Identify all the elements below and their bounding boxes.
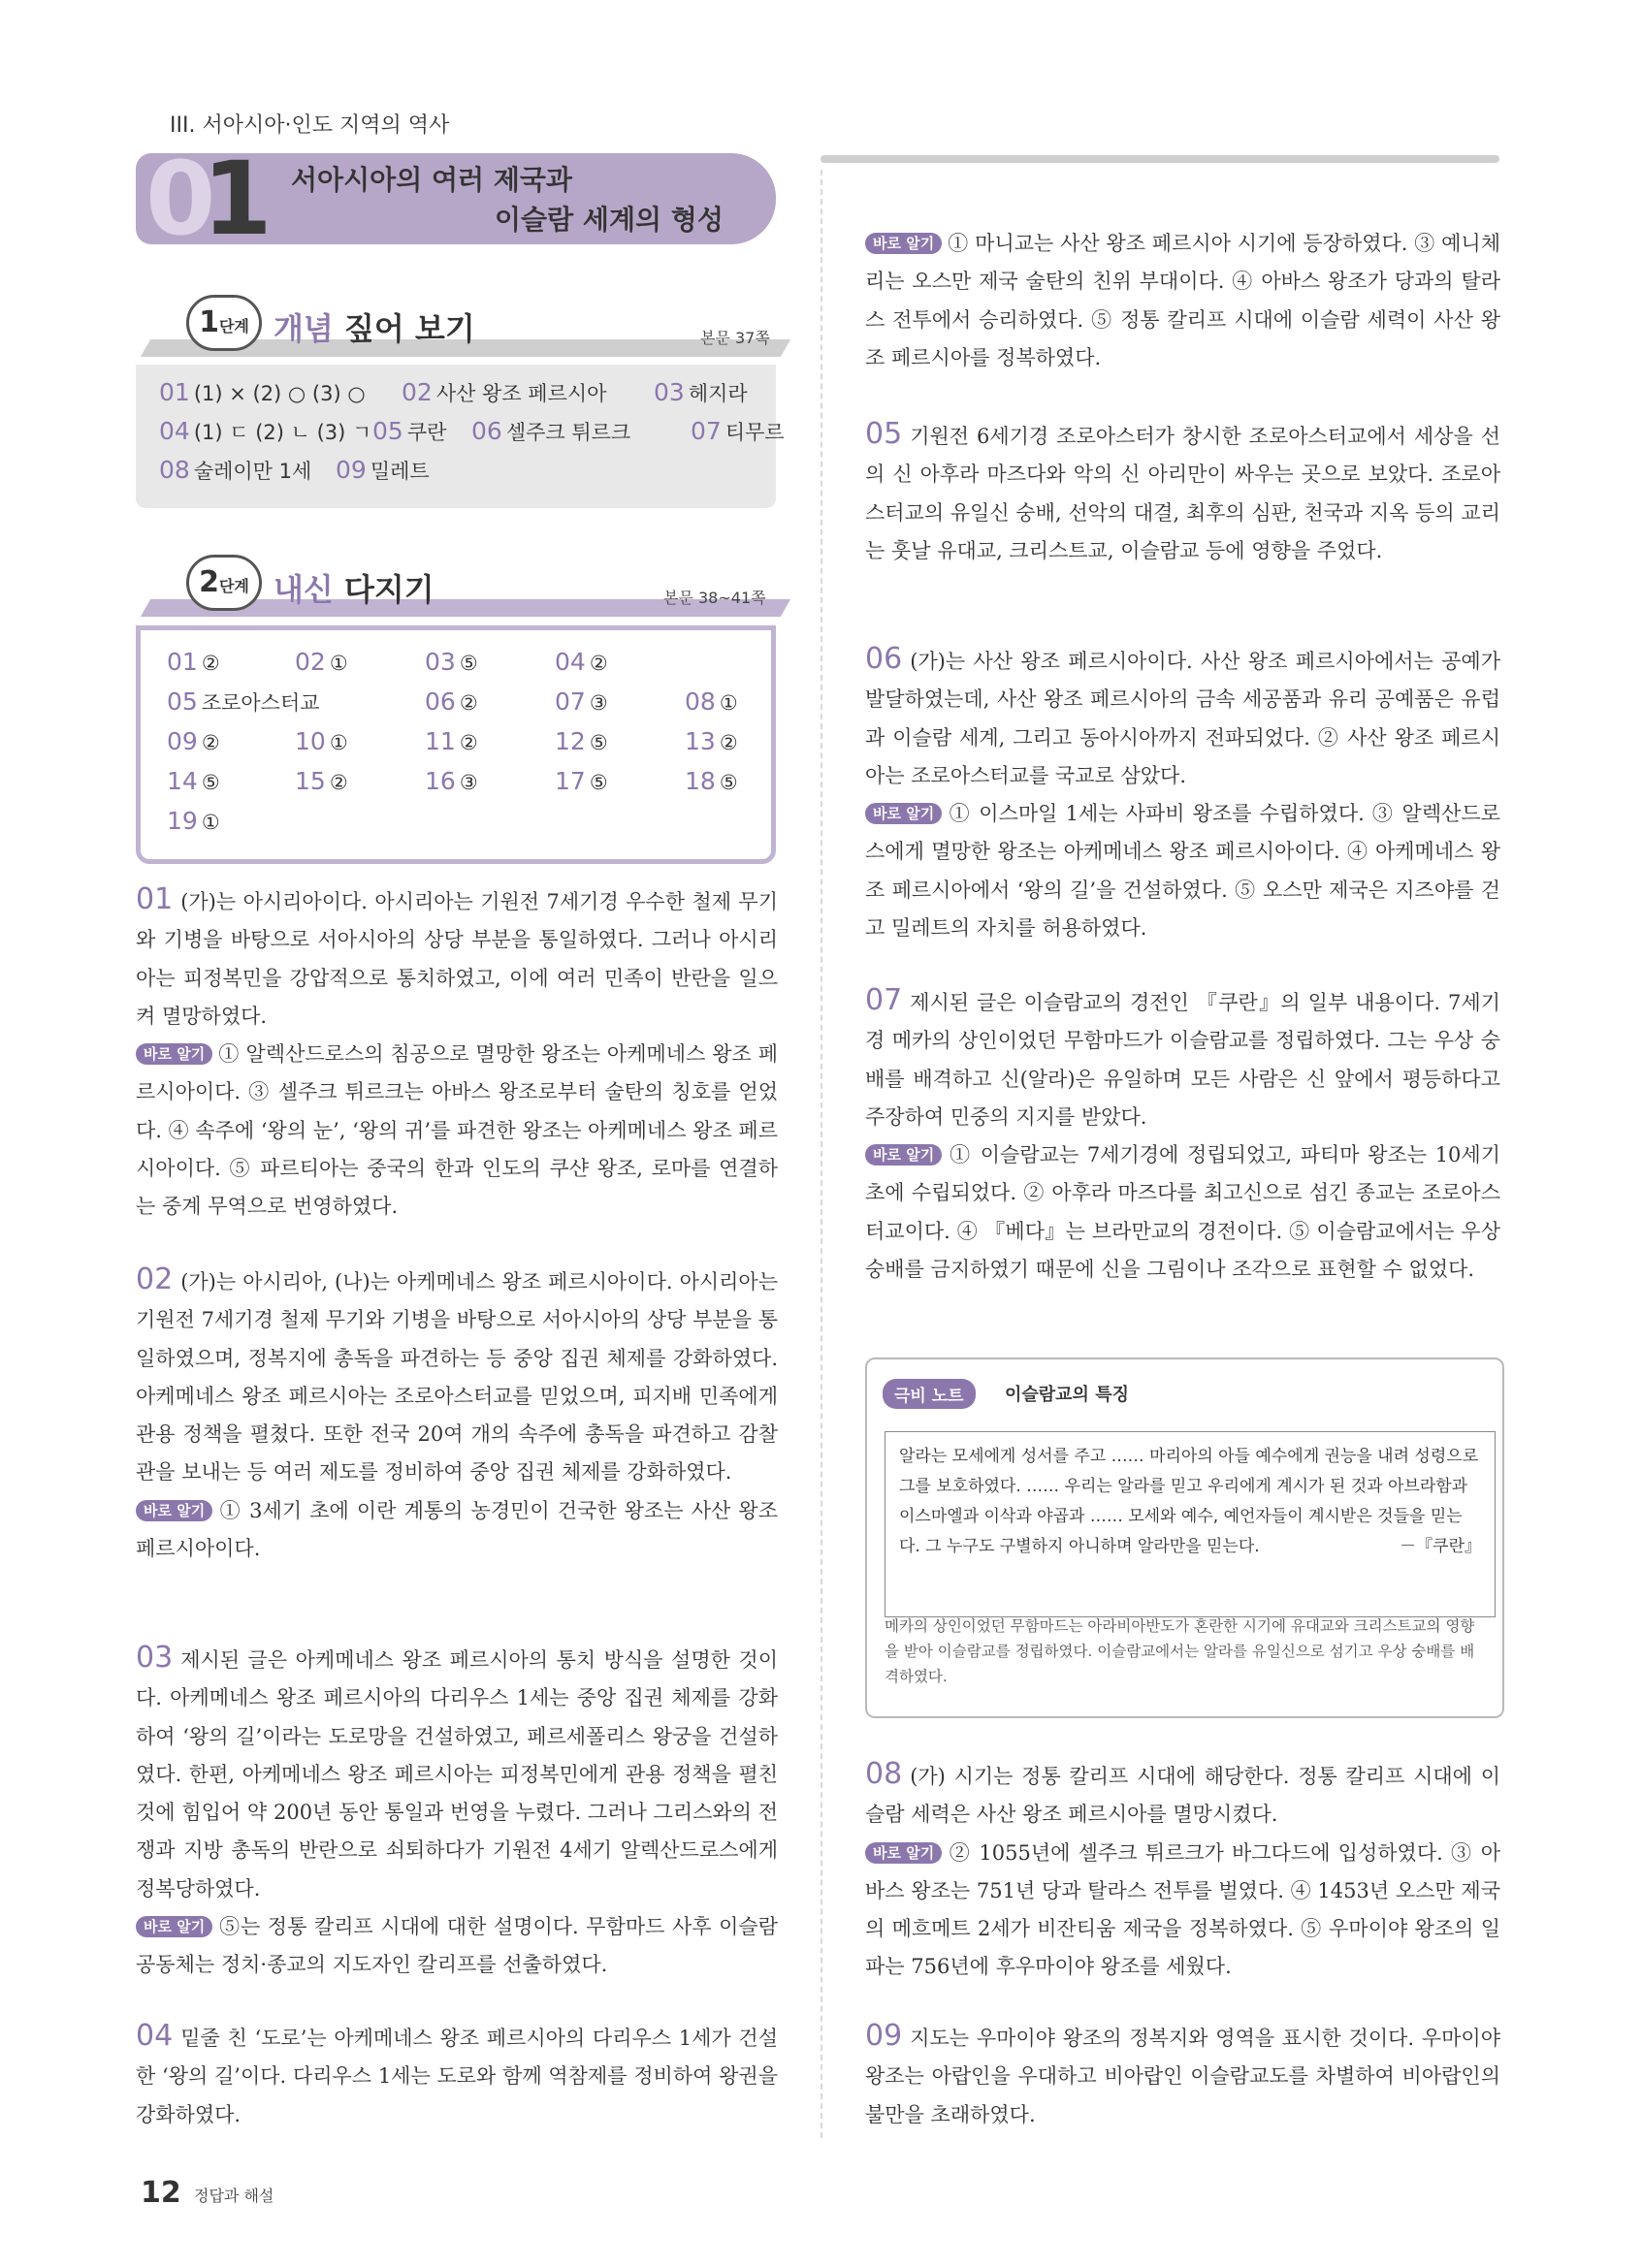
section-title-line1: 서아시아의 여러 제국과 [291,164,572,196]
answer-value: ⑤ [589,731,608,754]
correction-tag: 바로 알기 [865,1144,942,1166]
page-number: 12 [141,2176,181,2210]
answer-item [555,648,608,676]
answer-item [167,807,220,835]
answer-value: ⑤ [201,771,220,794]
explanation-09: 09 지도는 우마이야 왕조의 정복지와 영역을 표시한 것이다. 우마이야 왕조는 아랍인을 우대하고 비아랍인 이슬람교도를 차별하여 비아랍인의 불만을 초래하였다. [865,2019,1500,2126]
correction-tag: 바로 알기 [865,1842,942,1864]
chapter-header: III. 서아시아·인도 지역의 역사 [170,113,450,138]
answer-item [159,456,311,485]
answer-item [159,378,366,406]
answer-value: ① [329,652,348,675]
step2-badge: 2단계 [186,555,262,611]
correction-tag: 바로 알기 [865,233,942,254]
answer-value: ② [201,731,220,754]
answer-number: 09 [167,727,198,755]
answer-item [685,687,738,716]
explanation-08: 08 (가) 시기는 정통 칼리프 시대에 해당한다. 정통 칼리프 시대에 이슬람 세력은 사산 왕조 페르시아를 멸망시켰다. 바로 알기 ② 1055년에 셀주크 튀르크가 바그다드에 입성하였다. ③ 아바스 왕조는 751년 당과 탈라스 전투를 벌였다. ④ 1453년 오스만 제국의 메흐메트 2세가 비잔티움 제국을 정복하였다. ⑤ 우마이야 왕조의 일파는 756년에 후우마이야 왕조를 세웠다. [865,1757,1500,1979]
answer-number: 07 [555,687,586,716]
answer-value: ② [201,652,220,675]
answer-item [654,378,748,407]
answer-number: 13 [685,727,716,755]
step1-title: 개념 짚어 보기 [274,310,475,347]
correction-tag: 바로 알기 [136,1500,212,1521]
note-tag: 극비 노트 [883,1379,976,1409]
answer-value: (1) × (2) ○ (3) ○ [193,382,366,405]
answer-number: 17 [555,767,586,795]
step1-page-ref: 본문 37쪽 [700,329,770,347]
note-title: 이슬람교의 특징 [1005,1385,1129,1405]
note-quote-text: 알라는 모세에게 성서를 주고 …… 마리아의 아들 예수에게 권능을 내려 성령으로 그를 보호하였다. …… 우리는 알라를 믿고 우리에게 계시가 된 것과 아브라함과 이스마엘과 이삭과 야곱과 …… 모세와 예수, 예언자들이 계시받은 것들을 믿는다. 그 누구도 구별하지 아니하며 알라만을 믿는다. [899,1447,1479,1556]
answer-number: 01 [159,378,190,406]
answer-value: ③ [589,691,608,715]
note-body: 메카의 상인이었던 무함마드는 아라비아반도가 혼란한 시기에 유대교와 크리스트교의 영향을 받아 이슬람교를 정립하였다. 이슬람교에서는 알라를 유일신으로 섬기고 우상 숭배를 배격하였다. [885,1617,1475,1685]
explanation-04-correction: 바로 알기 ① 마니교는 사산 왕조 페르시아 시기에 등장하였다. ③ 예니체리는 오스만 제국 술탄의 친위 부대이다. ④ 아바스 왕조가 당과의 탈라스 전투에서 승리하였다. ⑤ 정통 칼리프 시대에 이슬람 세력이 사산 왕조 페르시아를 정복하였다. [865,232,1500,369]
answer-item [425,727,478,755]
answer-item [159,417,371,446]
footer-label: 정답과 해설 [194,2187,274,2205]
answer-value: ⑤ [589,771,608,794]
answer-item [372,417,446,446]
answer-item [167,648,220,676]
correction-tag: 바로 알기 [136,1916,212,1937]
answer-value: 티무르 [724,421,785,444]
explanation-04: 04 밑줄 친 ‘도로’는 아케메네스 왕조 페르시아의 다리우스 1세가 건설한 ‘왕의 길’이다. 다리우스 1세는 도로와 함께 역참제를 정비하여 왕권을 강화하였다. [136,2019,778,2126]
answer-number: 08 [159,456,190,484]
answer-number: 02 [402,378,433,406]
answer-item [425,648,478,676]
explanation-06: 06 (가)는 사산 왕조 페르시아이다. 사산 왕조 페르시아에서는 공예가 발달하였는데, 사산 왕조 페르시아의 금속 세공품과 유리 공예품은 유럽과 이슬람 세계, 그리고 동아시아까지 전파되었다. ② 사산 왕조 페르시아는 조로아스터교를 국교로 삼았다. 바로 알기 ① 이스마일 1세는 사파비 왕조를 수립하였다. ③ 알렉산드로스에게 멸망한 왕조는 아케메네스 왕조 페르시아이다. ④ 아케메네스 왕조 페르시아에서 ‘왕의 길’을 건설하였다. ⑤ 오스만 제국은 지즈야를 걷고 밀레트의 자치를 허용하였다. [865,642,1500,941]
answer-item [425,687,478,716]
column-divider [821,170,822,2138]
answer-number: 01 [167,648,198,676]
answer-item [295,767,348,795]
answer-number: 05 [167,687,198,716]
answer-value: ③ [459,771,478,794]
answer-item [167,727,220,755]
answer-value: ① [719,691,738,715]
answer-item [555,727,608,755]
answer-value: 셀주크 튀르크 [505,421,631,444]
answer-value: ⑤ [719,771,738,794]
answer-item [402,378,606,407]
answer-item [555,687,608,716]
correction-tag: 바로 알기 [136,1043,212,1065]
answer-item [167,767,220,795]
answer-number: 09 [336,456,367,484]
answer-item [425,767,478,795]
answer-value: (1) ㄷ (2) ㄴ (3) ㄱ [193,421,372,444]
answer-value: ② [459,691,478,715]
answer-number: 06 [471,417,502,445]
step2-title: 내신 다지기 [274,571,435,608]
section-number-digit: 1 [202,140,259,258]
answer-number: 05 [372,417,403,445]
answer-number: 04 [159,417,190,445]
answer-value: ② [719,731,738,754]
step2-page-ref: 본문 38~41쪽 [663,589,766,607]
answer-value: ② [589,652,608,675]
answer-number: 04 [555,648,586,676]
answer-value: 쿠란 [406,421,447,444]
note-quote-source: －『쿠란』 [1400,1537,1481,1556]
answer-item [295,648,348,676]
section-number-ghost: 0 [145,140,203,258]
answer-item [295,727,348,755]
answer-value: ⑤ [459,652,478,675]
explanation-05: 05 기원전 6세기경 조로아스터가 창시한 조로아스터교에서 세상을 선의 신 아후라 마즈다와 악의 신 아리만이 싸우는 곳으로 보았다. 조로아스터교의 유일신 숭배, 선악의 대결, 최후의 심판, 천국과 지옥 등의 교리는 훗날 유대교, 크리스트교, 이슬람교 등에 영향을 주었다. [865,417,1500,562]
answer-number: 16 [425,767,456,795]
answer-item [685,767,738,795]
answer-item [555,767,608,795]
answer-value: 조로아스터교 [201,691,320,715]
correction-tag: 바로 알기 [865,803,942,824]
answer-item [167,687,320,717]
answer-item [685,727,738,755]
answer-value: 술레이만 1세 [193,460,312,483]
answer-item [691,417,785,446]
answer-value: 헤지라 [688,382,748,405]
answer-value: ② [329,771,348,794]
answer-value: 밀레트 [370,460,430,483]
answer-number: 14 [167,767,198,795]
answer-item [336,456,430,485]
step1-badge: 1단계 [186,295,262,351]
answer-value: ① [201,811,220,834]
answer-item [471,417,630,446]
answer-number: 03 [425,648,456,676]
explanation-03: 03 제시된 글은 아케메네스 왕조 페르시아의 통치 방식을 설명한 것이다. 아케메네스 왕조 페르시아의 다리우스 1세는 중앙 집권 체제를 강화하여 ‘왕의 길’이라는 도로망을 건설하였고, 페르세폴리스 왕궁을 건설하였다. 한편, 아케메네스 왕조 페르시아는 피정복민에게 관용 정책을 펼친 것에 힘입어 약 200년 동안 통일과 번영을 누렸다. 그러나 그리스와의 전쟁과 지방 총독의 반란으로 쇠퇴하다가 기원전 4세기 알렉산드로스에게 정복당하였다. 바로 알기 ⑤는 정통 칼리프 시대에 대한 설명이다. 무함마드 사후 이슬람 공동체는 정치·종교의 지도자인 칼리프를 선출하였다. [136,1641,778,1977]
note-quote [885,1431,1496,1617]
answer-number: 11 [425,727,456,755]
section-title-line2: 이슬람 세계의 형성 [495,204,724,236]
answer-number: 03 [654,378,685,406]
explanation-02: 02 (가)는 아시리아, (나)는 아케메네스 왕조 페르시아이다. 아시리아는 기원전 7세기경 철제 무기와 기병을 바탕으로 서아시아의 상당 부분을 통일하였으며, 정복지에 총독을 파견하는 등 중앙 집권 체제를 강화하였다. 아케메네스 왕조 페르시아는 조로아스터교를 믿었으며, 피지배 민족에게 관용 정책을 펼쳤다. 또한 전국 20여 개의 속주에 총독을 파견하고 감찰관을 보내는 등 여러 제도를 정비하여 중앙 집권 체제를 강화하였다. 바로 알기 ① 3세기 초에 이란 계통의 농경민이 건국한 왕조는 사산 왕조 페르시아이다. [136,1262,778,1561]
explanation-07: 07 제시된 글은 이슬람교의 경전인 『쿠란』의 일부 내용이다. 7세기경 메카의 상인이었던 무함마드가 이슬람교를 정립하였다. 그는 우상 숭배를 배격하고 신(알라)은 유일하며 모든 사람은 신 앞에서 평등하다고 주장하여 민중의 지지를 받았다. 바로 알기 ① 이슬람교는 7세기경에 정립되었고, 파티마 왕조는 10세기 초에 수립되었다. ② 아후라 마즈다를 최고신으로 섬긴 종교는 조로아스터교이다. ④ 『베다』는 브라만교의 경전이다. ⑤ 이슬람교에서는 우상 숭배를 금지하였기 때문에 신을 그림이나 조각으로 표현할 수 없었다. [865,983,1500,1282]
answer-number: 12 [555,727,586,755]
answer-value: ① [329,731,348,754]
section-number [145,140,259,258]
answer-value: 사산 왕조 페르시아 [435,382,607,405]
right-column-rule [821,155,1499,163]
answer-number: 18 [685,767,716,795]
answer-number: 06 [425,687,456,716]
answer-number: 07 [691,417,722,445]
answer-number: 19 [167,807,198,835]
answer-value: ② [459,731,478,754]
answer-number: 15 [295,767,326,795]
answer-number: 08 [685,687,716,716]
answer-number: 10 [295,727,326,755]
answer-number: 02 [295,648,326,676]
explanation-01: 01 (가)는 아시리아이다. 아시리아는 기원전 7세기경 우수한 철제 무기와 기병을 바탕으로 서아시아의 상당 부분을 통일하였다. 그러나 아시리아는 피정복민을 강압적으로 통치하였고, 이에 여러 민족이 반란을 일으켜 멸망하였다. 바로 알기 ① 알렉산드로스의 침공으로 멸망한 왕조는 아케메네스 왕조 페르시아이다. ③ 셀주크 튀르크는 아바스 왕조로부터 술탄의 칭호를 얻었다. ④ 속주에 ‘왕의 눈’, ‘왕의 귀’를 파견한 왕조는 아케메네스 왕조 페르시아이다. ⑤ 파르티아는 중국의 한과 인도의 쿠샨 왕조, 로마를 연결하는 중계 무역으로 번영하였다. [136,882,778,1219]
